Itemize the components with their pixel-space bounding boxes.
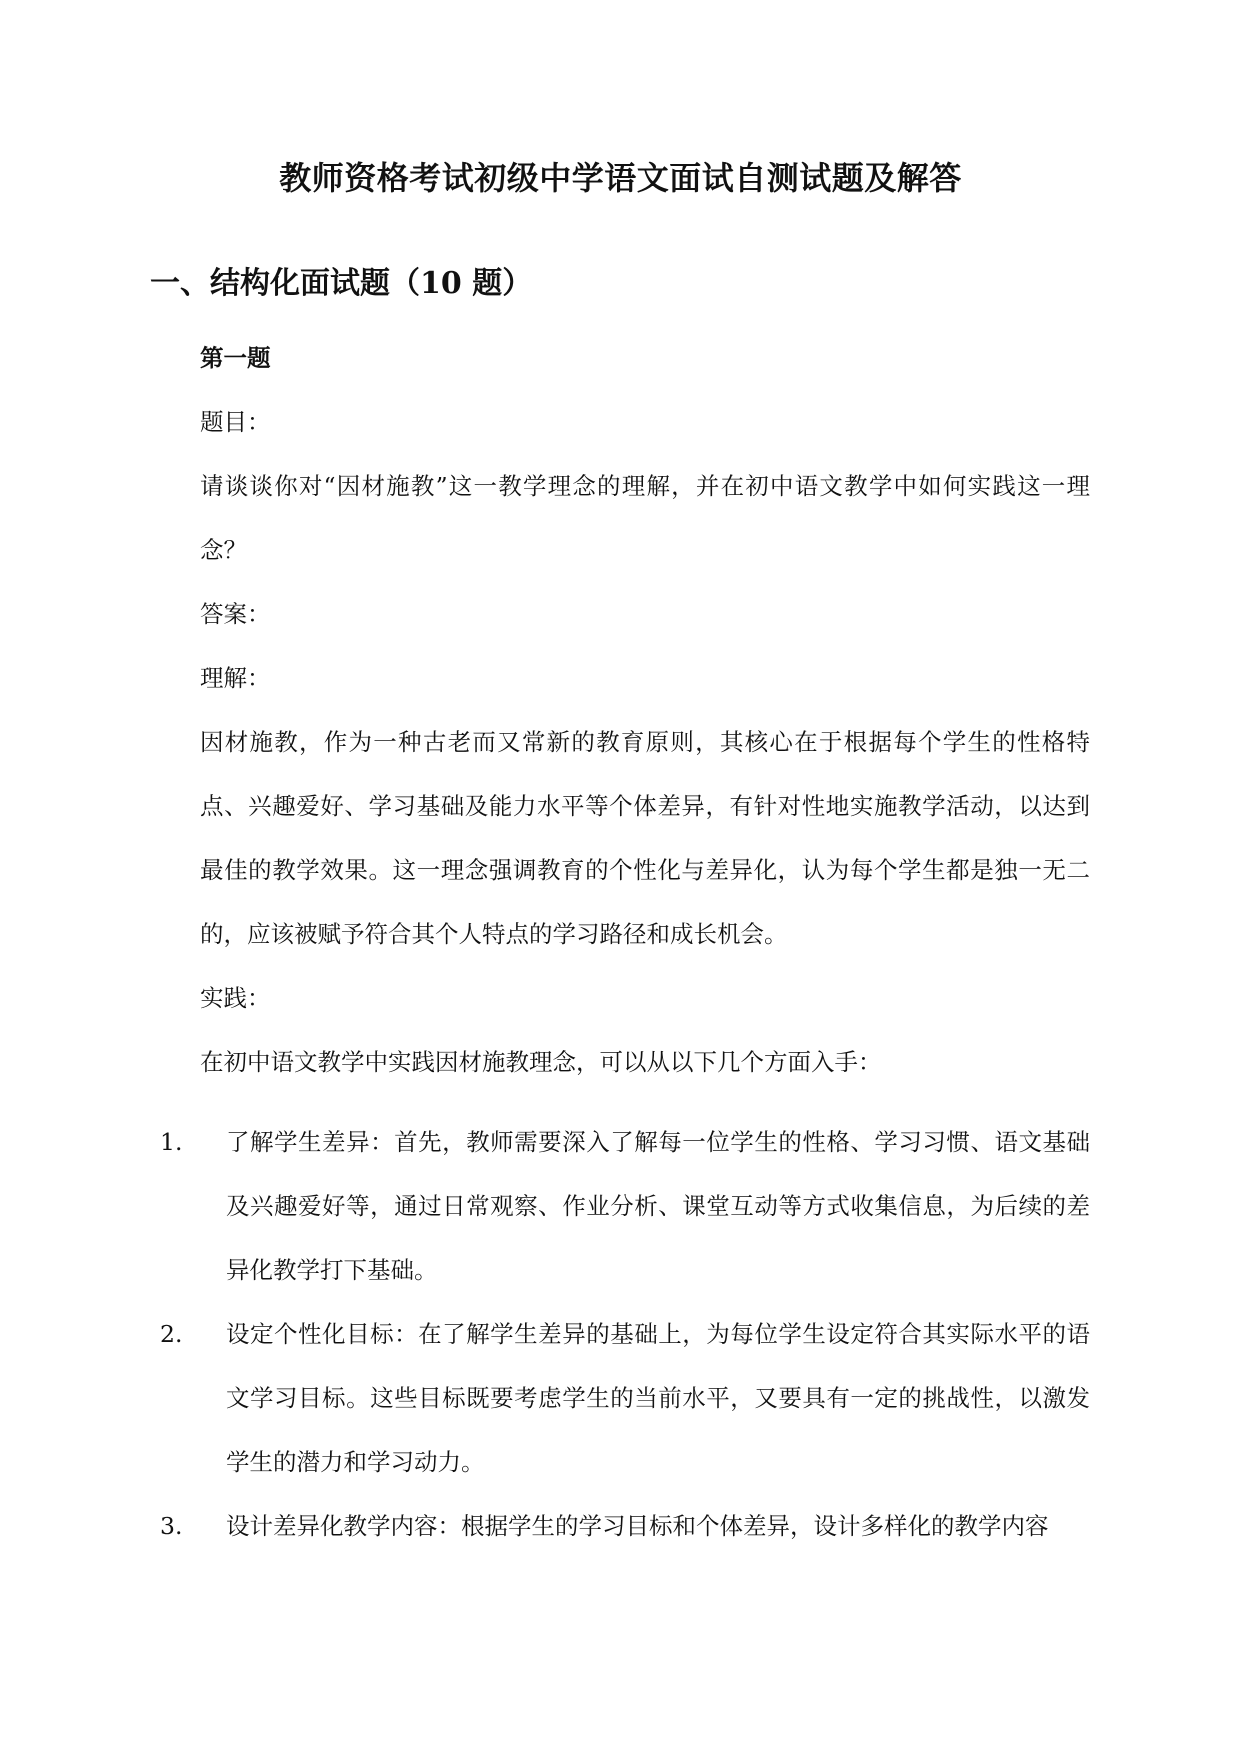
list-item — [160, 1110, 1090, 1302]
list-item-text: 设定个性化目标：在了解学生差异的基础上，为每位学生设定符合其实际水平的语文学习目标。这些目标既要考虑学生的当前水平，又要具有一定的挑战性，以激发学生的潜力和学习动力。 — [226, 1320, 1090, 1476]
document-title: 教师资格考试初级中学语文面试自测试题及解答 — [279, 159, 962, 197]
prompt-label: 题目： — [200, 408, 271, 436]
list-item-number: 3. — [160, 1512, 183, 1540]
list-item-number: 1. — [160, 1128, 183, 1156]
answer-label: 答案： — [200, 600, 271, 628]
practice-label: 实践： — [200, 984, 271, 1012]
practice-list — [160, 1110, 1090, 1558]
list-item — [160, 1494, 1090, 1558]
practice-intro: 在初中语文教学中实践因材施教理念，可以从以下几个方面入手： — [200, 1048, 882, 1076]
question-body — [160, 342, 1090, 1558]
question-title: 第一题 — [200, 344, 271, 372]
section-heading: 一、结构化面试题（10 题） — [150, 266, 533, 301]
understanding-text: 因材施教，作为一种古老而又常新的教育原则，其核心在于根据每个学生的性格特点、兴趣爱好、学习基础及能力水平等个体差异，有针对性地实施教学活动，以达到最佳的教学效果。这一理念强调教育的个性化与差异化，认为每个学生都是独一无二的，应该被赋予符合其个人特点的学习路径和成长机会。 — [200, 728, 1090, 948]
understanding-label: 理解： — [200, 664, 271, 692]
list-item — [160, 1302, 1090, 1494]
list-item-number: 2. — [160, 1320, 183, 1348]
prompt-text: 请谈谈你对“因材施教”这一教学理念的理解，并在初中语文教学中如何实践这一理念？ — [200, 472, 1090, 564]
list-item-text: 了解学生差异：首先，教师需要深入了解每一位学生的性格、学习习惯、语文基础及兴趣爱好等，通过日常观察、作业分析、课堂互动等方式收集信息，为后续的差异化教学打下基础。 — [226, 1128, 1090, 1284]
list-item-text: 设计差异化教学内容：根据学生的学习目标和个体差异，设计多样化的教学内容 — [226, 1512, 1049, 1540]
